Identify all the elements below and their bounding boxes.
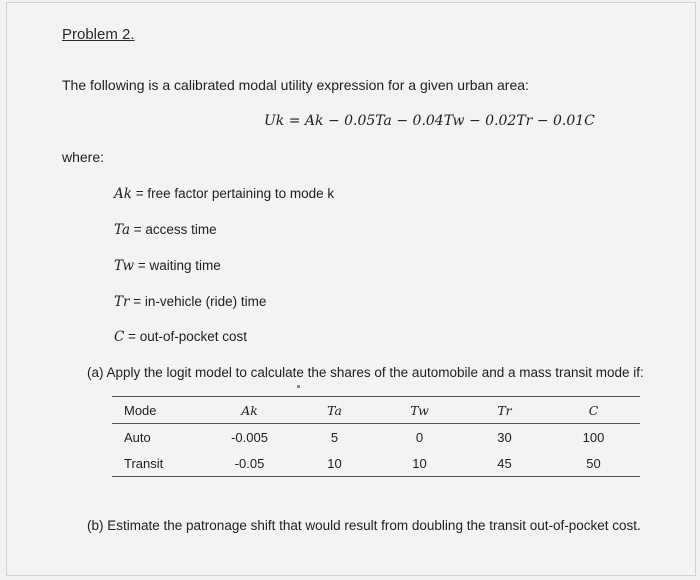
definition-symbol: Ak bbox=[114, 186, 132, 202]
utility-equation: Uk = Ak − 0.05Ta − 0.04Tw − 0.02Tr − 0.01C bbox=[264, 113, 595, 129]
definition-text: = out-of-pocket cost bbox=[124, 329, 248, 344]
mode-attributes-table bbox=[112, 396, 640, 477]
definition-symbol: Tr bbox=[114, 294, 130, 310]
where-label: where: bbox=[62, 149, 105, 165]
definition-text: = in-vehicle (ride) time bbox=[129, 294, 267, 309]
definition-symbol: C bbox=[114, 329, 125, 345]
definition-text: = waiting time bbox=[134, 258, 221, 273]
cursor-dot bbox=[297, 385, 300, 388]
table-cell: 10 bbox=[412, 455, 427, 471]
header-ta: Ta bbox=[327, 402, 342, 418]
table-header-row bbox=[112, 397, 640, 424]
part-a-question: (a) Apply the logit model to calculate the shares of the automobile and a mass transit mode if: bbox=[87, 365, 644, 380]
table-cell: 45 bbox=[497, 455, 512, 471]
table-cell: 0 bbox=[415, 429, 424, 445]
header-tr: Tr bbox=[497, 402, 512, 418]
table-cell: 30 bbox=[497, 429, 512, 445]
table-cell: Transit bbox=[124, 455, 164, 471]
definition-text: = free factor pertaining to mode k bbox=[131, 186, 335, 201]
table-cell: 50 bbox=[586, 455, 601, 471]
definition-symbol: Ta bbox=[114, 222, 131, 238]
problem-page bbox=[6, 2, 696, 576]
definition-c bbox=[114, 329, 247, 345]
table-cell: -0.005 bbox=[231, 429, 268, 445]
header-c: C bbox=[588, 402, 599, 418]
table-cell: 100 bbox=[582, 429, 605, 445]
definition-text: = access time bbox=[130, 222, 217, 237]
table-row bbox=[112, 424, 640, 451]
part-b-question: (b) Estimate the patronage shift that would result from doubling the transit out-of-pocket cost. bbox=[87, 518, 641, 533]
header-tw: Tw bbox=[410, 402, 429, 418]
header-mode: Mode bbox=[124, 402, 157, 418]
table-cell: 10 bbox=[327, 455, 342, 471]
table-cell: -0.05 bbox=[234, 455, 265, 471]
definition-tw bbox=[114, 258, 221, 274]
header-ak: Ak bbox=[241, 402, 258, 418]
definition-symbol: Tw bbox=[114, 258, 135, 274]
definition-tr bbox=[114, 294, 266, 310]
table-cell: 5 bbox=[330, 429, 339, 445]
table-row bbox=[112, 450, 640, 477]
problem-title: Problem 2. bbox=[62, 26, 135, 43]
definition-ta bbox=[114, 222, 217, 238]
definition-ak bbox=[114, 186, 334, 202]
table-cell: Auto bbox=[124, 429, 151, 445]
intro-text: The following is a calibrated modal utility expression for a given urban area: bbox=[62, 77, 529, 93]
